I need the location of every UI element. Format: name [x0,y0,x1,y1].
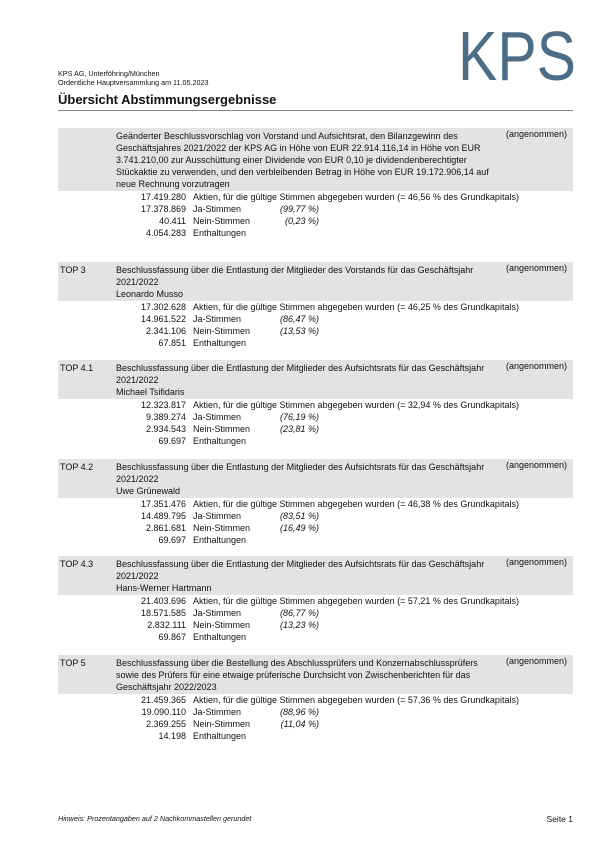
abstentions-label: Enthaltungen [193,228,247,238]
abstentions-row [58,730,573,742]
yes-votes-value: 19.090.110 [141,707,186,717]
valid-votes-label: Aktien, für die gültige Stimmen abgegeben wurden (= 46,38 % des Grundkapitals) [193,499,519,509]
status-label: (angenommen) [505,263,567,273]
description-line: Beschlussfassung über die Entlastung der Mitglieder des Vorstands für das Geschäftsjahr 2021/2022 [116,265,474,287]
no-votes-label: Nein-Stimmen [193,216,251,226]
yes-votes-label: Ja-Stimmen [193,511,242,521]
yes-votes-label: Ja-Stimmen [193,204,242,214]
valid-votes-value: 12.323.817 [140,400,186,410]
agenda-item-header [58,262,573,301]
abstentions-row [58,534,573,546]
agenda-item-description [116,655,496,694]
agenda-item-description [116,459,496,498]
yes-votes-value: 14.961.522 [140,314,186,324]
status-label: (angenommen) [505,460,567,470]
status-label: (angenommen) [505,656,567,666]
valid-votes-value: 17.302.628 [140,302,186,312]
yes-votes-percent: (86,77 %) [279,608,319,618]
valid-votes-row [58,399,573,411]
description-line: Beschlussfassung über die Entlastung der Mitglieder des Aufsichtsrats für das Geschäftsjahr 2021/2022 [116,462,485,484]
person-name: Hans-Werner Hartmann [116,583,212,593]
no-votes-percent: (11,04 %) [280,719,319,729]
yes-votes-row [58,203,573,215]
yes-votes-row [58,607,573,619]
abstentions-value: 14.198 [158,731,186,741]
valid-votes-label: Aktien, für die gültige Stimmen abgegeben wurden (= 46,56 % des Grundkapitals) [193,192,519,202]
person-name: Leonardo Musso [116,289,184,299]
no-votes-percent: (16,49 %) [279,523,319,533]
svg-text:KPS: KPS [458,17,576,95]
yes-votes-row [58,411,573,423]
no-votes-row [58,325,573,337]
no-votes-row [58,215,573,227]
vote-results [58,301,573,349]
yes-votes-value: 14.489.795 [140,511,186,521]
no-votes-percent: (0,23 %) [284,216,319,226]
yes-votes-value: 18.571.585 [140,608,186,618]
description-line: Beschlussfassung über die Entlastung der Mitglieder des Aufsichtsrats für das Geschäftsjahr 2021/2022 [116,559,485,581]
yes-votes-percent: (88,96 %) [279,707,319,717]
abstentions-label: Enthaltungen [193,338,247,348]
no-votes-value: 2.861.681 [145,523,186,533]
valid-votes-value: 17.419.280 [140,192,186,202]
valid-votes-label: Aktien, für die gültige Stimmen abgegeben wurden (= 57,36 % des Grundkapitals) [193,695,519,705]
valid-votes-row [58,694,573,706]
agenda-item-number: TOP 4.3 [60,559,94,569]
agenda-item-number: TOP 5 [60,658,86,668]
abstentions-label: Enthaltungen [193,632,247,642]
valid-votes-label: Aktien, für die gültige Stimmen abgegeben wurden (= 32,94 % des Grundkapitals) [193,400,519,410]
no-votes-row [58,619,573,631]
abstentions-row [58,631,573,643]
agenda-item-number: TOP 4.2 [60,462,94,472]
status-label: (angenommen) [505,361,567,371]
yes-votes-row [58,313,573,325]
yes-votes-percent: (86,47 %) [279,314,319,324]
valid-votes-label: Aktien, für die gültige Stimmen abgegeben wurden (= 46,25 % des Grundkapitals) [193,302,519,312]
agenda-item-header [58,128,573,191]
yes-votes-label: Ja-Stimmen [193,314,242,324]
person-name: Michael Tsifidaris [116,387,185,397]
abstentions-value: 69.697 [158,436,186,446]
no-votes-label: Nein-Stimmen [193,424,251,434]
no-votes-label: Nein-Stimmen [193,719,251,729]
no-votes-value: 40.411 [159,216,186,226]
valid-votes-value: 21.459.365 [140,695,186,705]
no-votes-row [58,522,573,534]
description-line: Geänderter Beschlussvorschlag von Vorstand und Aufsichtsrat, den Bilanzgewinn des Geschäftsjahres 2021/2022 der KPS AG in Höhe von EUR 22.914.116,14 in Höhe von EUR 3.741.210,00 zur Ausschüttung einer Dividende von EUR 0,10 je dividendenberechtigter Stückaktie zu verwenden, und den verbleibenden Betrag in Höhe von EUR 19.172.906,14 auf neue Rechnung vorzutragen [116,131,489,189]
yes-votes-label: Ja-Stimmen [193,707,242,717]
agenda-item-number: TOP 4.1 [60,363,94,373]
title-divider [58,110,573,111]
no-votes-label: Nein-Stimmen [193,620,251,630]
agenda-item [58,262,573,349]
agenda-item-description [116,262,496,301]
agenda-item-description [116,360,496,399]
status-label: (angenommen) [505,129,567,139]
agenda-item-header [58,556,573,595]
yes-votes-label: Ja-Stimmen [193,608,242,618]
agenda-item [58,360,573,447]
status-label: (angenommen) [505,557,567,567]
agenda-item-header [58,655,573,694]
no-votes-row [58,718,573,730]
yes-votes-percent: (99,77 %) [279,204,319,214]
valid-votes-label: Aktien, für die gültige Stimmen abgegeben wurden (= 57,21 % des Grundkapitals) [193,596,519,606]
agenda-item-description [116,128,496,191]
agenda-item-number: TOP 3 [60,265,86,275]
yes-votes-percent: (76,19 %) [279,412,319,422]
no-votes-row [58,423,573,435]
abstentions-row [58,227,573,239]
page-number: Seite 1 [546,814,573,824]
valid-votes-row [58,301,573,313]
valid-votes-value: 17.351.476 [140,499,186,509]
abstentions-value: 69.697 [158,535,186,545]
abstentions-value: 4.054.283 [145,228,186,238]
person-name: Uwe Grünewald [116,486,181,496]
yes-votes-percent: (83,51 %) [279,511,319,521]
yes-votes-label: Ja-Stimmen [193,412,242,422]
yes-votes-row [58,510,573,522]
description-line: Beschlussfassung über die Entlastung der Mitglieder des Aufsichtsrats für das Geschäftsjahr 2021/2022 [116,363,485,385]
no-votes-value: 2.934.543 [145,424,186,434]
no-votes-percent: (13,23 %) [279,620,319,630]
no-votes-value: 2.341.106 [145,326,186,336]
abstentions-value: 67.851 [158,338,186,348]
abstentions-value: 69.867 [158,632,186,642]
description-line: Beschlussfassung über die Bestellung des Abschlussprüfers und Konzernabschlussprüfers sowie des Prüfers für eine etwaige prüferische Durchsicht von Zwischenberichten für das Geschäftsjahr 2022/2023 [116,658,478,692]
abstentions-row [58,337,573,349]
abstentions-label: Enthaltungen [193,535,247,545]
footnote: Hinweis: Prozentangaben auf 2 Nachkommastellen gerundet [58,814,252,823]
valid-votes-row [58,498,573,510]
yes-votes-value: 9.389.274 [145,412,186,422]
abstentions-label: Enthaltungen [193,731,247,741]
yes-votes-row [58,706,573,718]
no-votes-value: 2.369.255 [145,719,186,729]
abstentions-row [58,435,573,447]
vote-results [58,399,573,447]
vote-results [58,191,573,239]
valid-votes-row [58,595,573,607]
agenda-item [58,128,573,239]
agenda-item-header [58,459,573,498]
agenda-item [58,655,573,742]
agenda-item [58,556,573,643]
kps-logo [458,17,576,95]
no-votes-percent: (23,81 %) [279,424,319,434]
valid-votes-row [58,191,573,203]
vote-results [58,694,573,742]
no-votes-value: 2.832.111 [147,620,186,630]
agenda-item [58,459,573,546]
vote-results [58,595,573,643]
valid-votes-value: 21.403.696 [140,596,186,606]
yes-votes-value: 17.378.869 [140,204,186,214]
company-line: KPS AG, Unterföhring/München [58,69,160,78]
agenda-item-description [116,556,496,595]
page-title: Übersicht Abstimmungsergebnisse [58,92,277,107]
meeting-line: Ordentliche Hauptversammlung am 11.05.2023 [58,78,209,87]
agenda-item-header [58,360,573,399]
abstentions-label: Enthaltungen [193,436,247,446]
no-votes-label: Nein-Stimmen [193,523,251,533]
vote-results [58,498,573,546]
no-votes-label: Nein-Stimmen [193,326,251,336]
no-votes-percent: (13,53 %) [279,326,319,336]
